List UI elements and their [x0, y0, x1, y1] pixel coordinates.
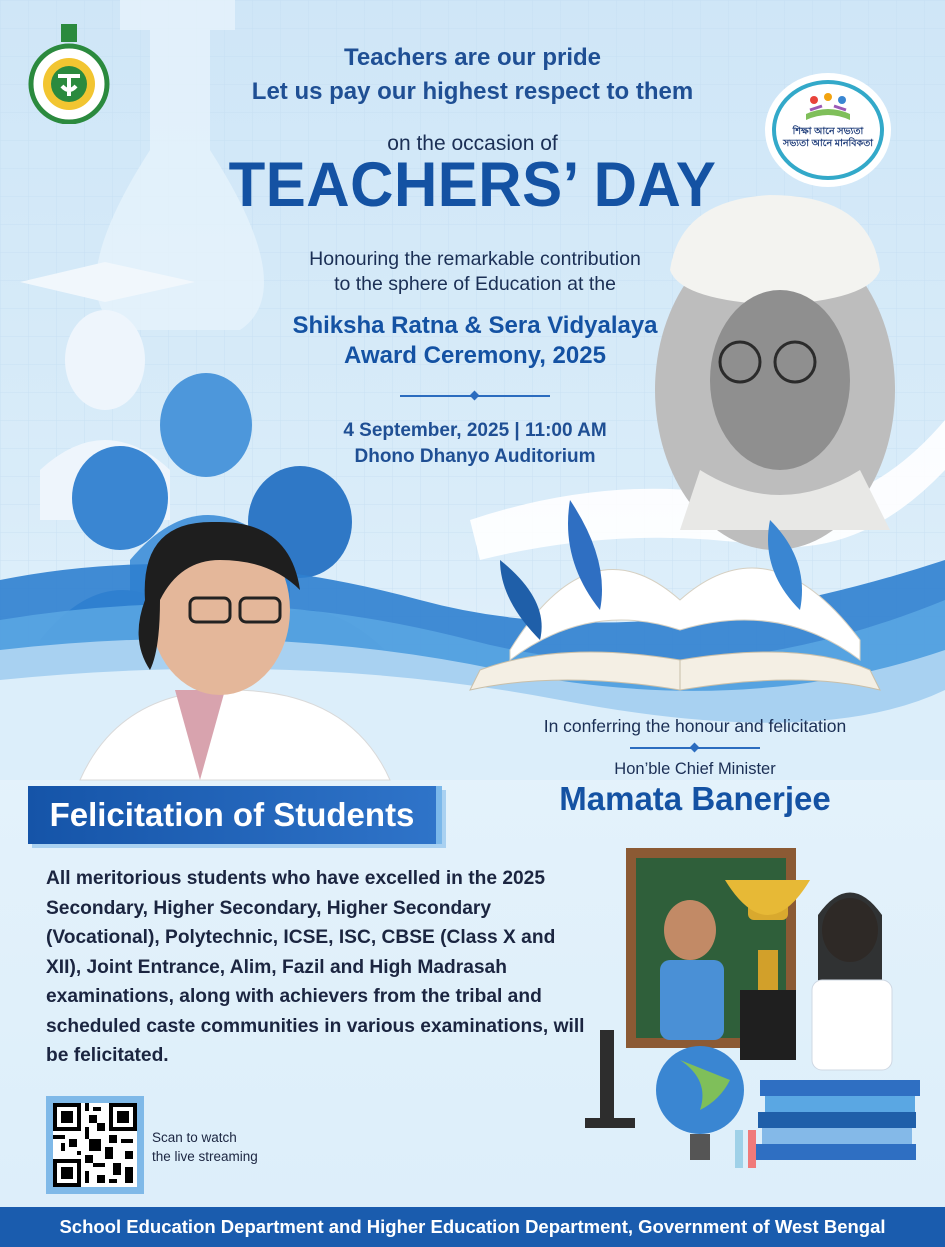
- conferring-line: In conferring the honour and felicitation: [543, 716, 847, 736]
- honour-line-1: Honouring the remarkable contribution: [309, 248, 641, 270]
- qr-code-icon: [53, 1103, 137, 1187]
- cm-name: Mamata Banerjee: [559, 780, 831, 817]
- scan-line-2: the live streaming: [152, 1149, 258, 1164]
- footer-department: School Education Department and Higher Education Department, Government of West Bengal: [0, 1207, 945, 1247]
- felicitation-heading: Felicitation of Students: [28, 786, 442, 844]
- pride-line: Teachers are our pride: [344, 44, 601, 71]
- emblem-icon: [28, 24, 110, 124]
- respect-line: Let us pay our highest respect to them: [251, 78, 694, 105]
- event-venue: Dhono Dhanyo Auditorium: [354, 446, 596, 467]
- scan-instructions: [152, 1128, 258, 1166]
- west-bengal-emblem-logo: [28, 24, 110, 124]
- ceremony-line-1: Shiksha Ratna & Sera Vidyalaya: [292, 312, 658, 339]
- cm-title: Hon’ble Chief Minister: [614, 760, 776, 778]
- felicitation-text: All meritorious students who have excelled in the 2025 Secondary, Higher Secondary, Higher Secondary (Vocational), Polytechnic, ICSE, ISC, CBSE (Class X and XII), Joint Entrance, Alim, Fazil and High Madrasah examinations, along with achievers from the tribal and scheduled caste communities in various examinations, will be felicitated.: [46, 868, 585, 1066]
- honour-line-2: to the sphere of Education at the: [334, 273, 616, 295]
- students-trophy-illustration: [585, 848, 920, 1168]
- teachers-day-title: TEACHERS’ DAY: [228, 149, 717, 220]
- event-datetime: 4 September, 2025 | 11:00 AM: [343, 420, 607, 441]
- logo-text-line2: সভ্যতা আনে মানবিকতা: [782, 138, 874, 149]
- ceremony-line-2: Award Ceremony, 2025: [344, 342, 606, 369]
- logo-text-line1: শিক্ষা আনে সভ্যতা: [792, 126, 864, 137]
- occasion-line: on the occasion of: [387, 132, 558, 155]
- live-stream-qr-code[interactable]: [46, 1096, 144, 1194]
- scan-line-1: Scan to watch: [152, 1130, 237, 1145]
